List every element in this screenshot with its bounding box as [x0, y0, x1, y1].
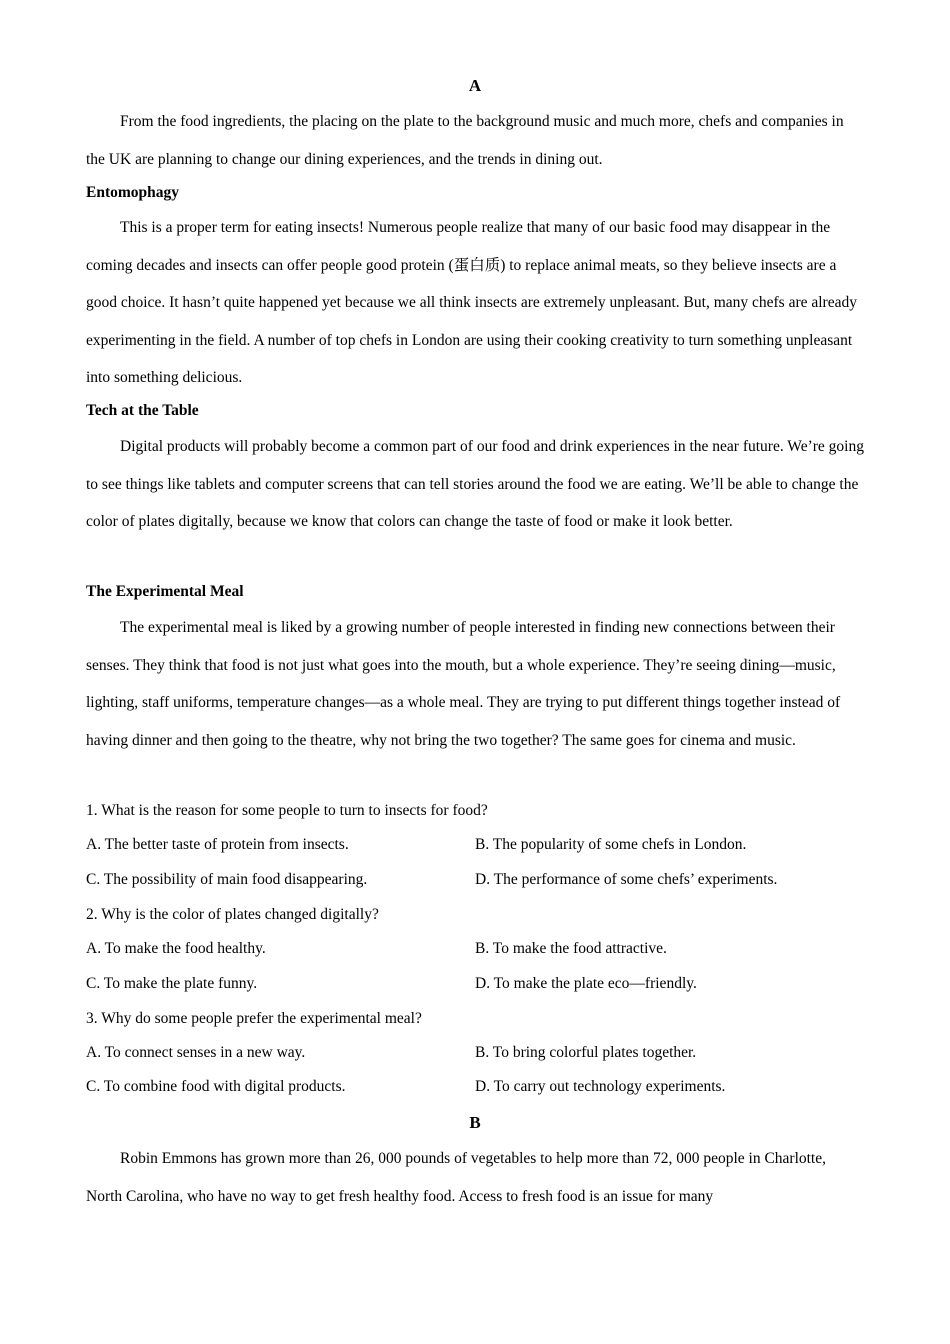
- section-b-intro: Robin Emmons has grown more than 26, 000 pounds of vegetables to help more than 72, 000 people in Charlotte, North Carolina, who have no way to get fresh healthy food. Access to fresh food is an issue for many: [86, 1150, 826, 1205]
- question-1-option-c: C. The possibility of main food disappearing.: [86, 871, 368, 888]
- section-a-intro: From the food ingredients, the placing on the plate to the background music and much more, chefs and companies in the UK are planning to change our dining experiences, and the trends in dining out.: [86, 113, 844, 168]
- question-3-stem: 3. Why do some people prefer the experimental meal?: [86, 1010, 422, 1027]
- question-2-option-b: B. To make the food attractive.: [475, 940, 667, 957]
- paragraph-experimental-meal: The experimental meal is liked by a growing number of people interested in finding new connections between their senses. They think that food is not just what goes into the mouth, but a whole experience. They’re seeing dining—music, lighting, staff uniforms, temperature changes—as a whole meal. They are trying to put different things together instead of having dinner and then going to the theatre, why not bring the two together? The same goes for cinema and music.: [86, 619, 841, 749]
- question-3-option-b: B. To bring colorful plates together.: [475, 1044, 697, 1061]
- subhead-entomophagy: Entomophagy: [86, 184, 180, 201]
- question-2-option-a: A. To make the food healthy.: [86, 940, 266, 957]
- question-3-option-a: A. To connect senses in a new way.: [86, 1044, 306, 1061]
- question-1-option-b: B. The popularity of some chefs in London.: [475, 836, 747, 853]
- question-2-option-c: C. To make the plate funny.: [86, 975, 258, 992]
- question-1-option-a: A. The better taste of protein from insects.: [86, 836, 349, 853]
- paragraph-entomophagy: This is a proper term for eating insects! Numerous people realize that many of our basic food may disappear in the coming decades and insects can offer people good protein (蛋白质) to replace animal meats, so they believe insects are a good choice. It hasn’t quite happened yet because we all think insects are extremely unpleasant. But, many chefs are already experimenting in the field. A number of top chefs in London are using their cooking creativity to turn something unpleasant into something delicious.: [86, 219, 857, 386]
- section-a-label: A: [468, 76, 482, 95]
- subhead-tech-at-the-table: Tech at the Table: [86, 402, 199, 419]
- question-1-option-d: D. The performance of some chefs’ experiments.: [475, 871, 778, 888]
- subhead-experimental-meal: The Experimental Meal: [86, 583, 244, 600]
- question-1-stem: 1. What is the reason for some people to turn to insects for food?: [86, 802, 488, 819]
- question-3-option-c: C. To combine food with digital products.: [86, 1078, 346, 1095]
- section-b-label: B: [469, 1113, 481, 1132]
- question-2-option-d: D. To make the plate eco—friendly.: [475, 975, 697, 992]
- paragraph-tech-at-the-table: Digital products will probably become a common part of our food and drink experiences in the near future. We’re going to see things like tablets and computer screens that can tell stories around the food we are eating. We’ll be able to change the color of plates digitally, because we know that colors can change the taste of food or make it look better.: [86, 438, 864, 530]
- question-3-option-d: D. To carry out technology experiments.: [475, 1078, 726, 1095]
- question-2-stem: 2. Why is the color of plates changed digitally?: [86, 906, 379, 923]
